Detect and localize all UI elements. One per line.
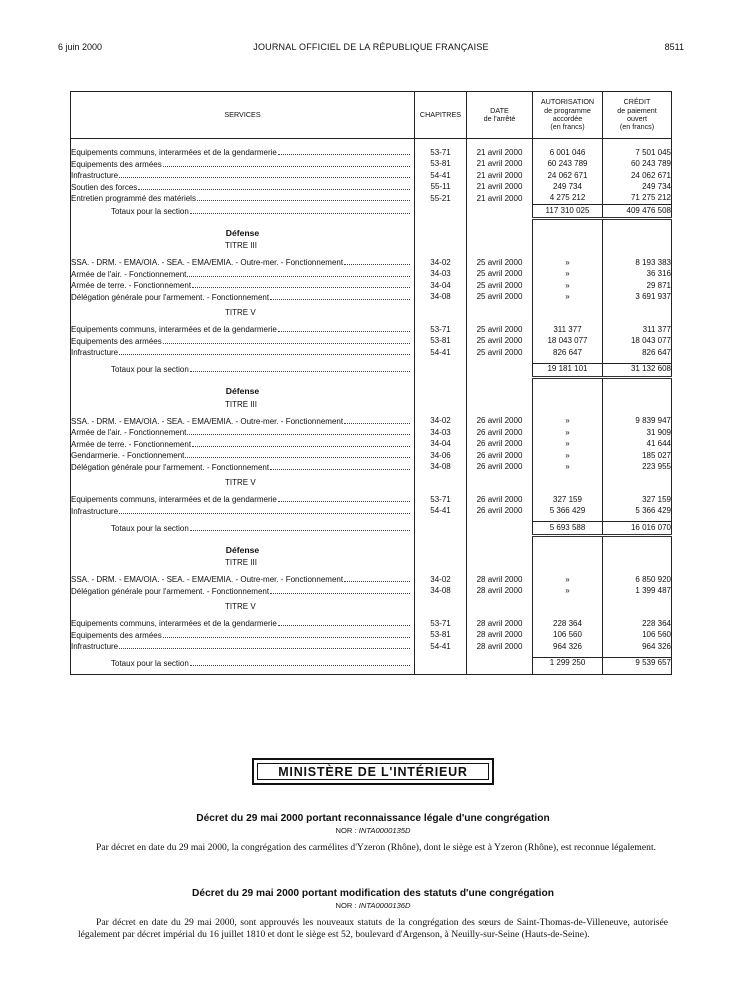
row-credit: 18 043 077 (603, 336, 672, 348)
row-date: 25 avril 2000 (467, 257, 533, 269)
row-credit: 1 399 487 (603, 586, 672, 598)
section-total-row: Totaux pour la section 5 693 588 16 016 070 (71, 522, 672, 536)
row-service: Equipements communs, interarmées et de la gendarmerie (71, 618, 415, 630)
section-heading: Défense (71, 385, 415, 399)
row-autorisation: » (533, 439, 603, 451)
row-chapitre: 34-04 (415, 280, 467, 292)
row-service: Infrastructure (71, 641, 415, 653)
row-date: 26 avril 2000 (467, 450, 533, 462)
header-chapitres: CHAPITRES (415, 92, 467, 139)
page-number: 8511 (664, 42, 684, 52)
row-credit: 60 243 789 (603, 159, 672, 171)
table-row (71, 159, 672, 171)
row-autorisation: 826 647 (533, 347, 603, 359)
row-chapitre: 34-04 (415, 439, 467, 451)
row-service: Entretien programmé des matériels (71, 193, 415, 205)
titre-heading: TITRE V (71, 307, 415, 320)
row-credit: 5 366 429 (603, 506, 672, 518)
row-autorisation: 60 243 789 (533, 159, 603, 171)
row-autorisation: » (533, 292, 603, 304)
row-credit: 311 377 (603, 324, 672, 336)
decree-nor: NOR : INTA0000136D (335, 901, 411, 910)
header-credit: CRÉDIT de paiement ouvert (en francs) (603, 92, 672, 139)
decree-text: Par décret en date du 29 mai 2000, la congrégation des carmélites d'Yzeron (Rhône), dont le siège est à Yzeron (Rhône), est reconnue légalement. (96, 842, 657, 853)
row-credit: 826 647 (603, 347, 672, 359)
row-autorisation: » (533, 574, 603, 586)
table-row (71, 586, 672, 598)
row-chapitre: 34-08 (415, 292, 467, 304)
titre-heading: TITRE III (71, 399, 415, 412)
table-row (71, 494, 672, 506)
table-row (71, 324, 672, 336)
row-autorisation: » (533, 269, 603, 281)
decree-text: Par décret en date du 29 mai 2000, sont approuvés les nouveaux statuts de la congrégation des sœurs de Saint-Thomas-de-Villeneuve, autorisée légalement par décret impérial du 16 juillet 1810 et dont le siège est 52, boulevard d'Argenson, à Neuilly-sur-Seine (Hauts-de-Seine). (78, 917, 668, 940)
decree-title: Décret du 29 mai 2000 portant reconnaissance légale d'une congrégation (196, 813, 550, 824)
row-service: Armée de terre. - Fonctionnement (71, 439, 415, 451)
table-row (71, 193, 672, 205)
row-date: 26 avril 2000 (467, 416, 533, 428)
row-autorisation: » (533, 280, 603, 292)
total-cp: 409 476 508 (603, 205, 672, 219)
table-row (71, 269, 672, 281)
row-chapitre: 34-02 (415, 574, 467, 586)
row-chapitre: 34-06 (415, 450, 467, 462)
row-date: 28 avril 2000 (467, 630, 533, 642)
credits-table (70, 91, 672, 675)
row-service: Soutien des forces (71, 182, 415, 194)
row-date: 28 avril 2000 (467, 641, 533, 653)
row-service: Gendarmerie. - Fonctionnement (71, 450, 415, 462)
row-autorisation: » (533, 462, 603, 474)
row-date: 28 avril 2000 (467, 574, 533, 586)
row-date: 21 avril 2000 (467, 170, 533, 182)
row-date: 28 avril 2000 (467, 586, 533, 598)
row-autorisation: 228 364 (533, 618, 603, 630)
row-date: 26 avril 2000 (467, 462, 533, 474)
row-credit: 6 850 920 (603, 574, 672, 586)
table-row (71, 618, 672, 630)
row-autorisation: » (533, 257, 603, 269)
row-autorisation: » (533, 450, 603, 462)
row-credit: 9 839 947 (603, 416, 672, 428)
table-header-row (71, 92, 672, 139)
row-service: Equipements communs, interarmées et de la gendarmerie (71, 147, 415, 159)
total-cp: 31 132 608 (603, 363, 672, 377)
row-date: 21 avril 2000 (467, 193, 533, 205)
row-autorisation: 24 062 671 (533, 170, 603, 182)
row-credit: 24 062 671 (603, 170, 672, 182)
row-date: 21 avril 2000 (467, 147, 533, 159)
row-service: Equipements des armées (71, 159, 415, 171)
table-row (71, 170, 672, 182)
row-autorisation: 18 043 077 (533, 336, 603, 348)
table-row (71, 347, 672, 359)
row-service: Délégation générale pour l'armement. - Fonctionnement (71, 292, 415, 304)
table-row (71, 280, 672, 292)
titre-heading: TITRE V (71, 601, 415, 614)
page-header (58, 42, 684, 56)
row-date: 26 avril 2000 (467, 427, 533, 439)
row-service: SSA. - DRM. - EMA/OIA. - SEA. - EMA/EMIA. - Outre-mer. - Fonctionnement (71, 257, 415, 269)
row-chapitre: 53-81 (415, 336, 467, 348)
header-autorisation: AUTORISATION de programme accordée (en francs) (533, 92, 603, 139)
section-heading: Défense (71, 543, 415, 557)
row-date: 28 avril 2000 (467, 618, 533, 630)
total-ap: 1 299 250 (533, 657, 603, 670)
row-autorisation: 327 159 (533, 494, 603, 506)
row-credit: 228 364 (603, 618, 672, 630)
row-service: SSA. - DRM. - EMA/OIA. - SEA. - EMA/EMIA. - Outre-mer. - Fonctionnement (71, 574, 415, 586)
row-chapitre: 34-02 (415, 416, 467, 428)
row-date: 25 avril 2000 (467, 292, 533, 304)
row-autorisation: 6 001 046 (533, 147, 603, 159)
section-total-row: Totaux pour la section 117 310 025 409 476 508 (71, 205, 672, 219)
header-services: SERVICES (71, 92, 415, 139)
row-chapitre: 53-71 (415, 494, 467, 506)
table-row (71, 427, 672, 439)
total-ap: 117 310 025 (533, 205, 603, 219)
total-cp: 9 539 657 (603, 657, 672, 670)
row-credit: 36 316 (603, 269, 672, 281)
row-chapitre: 53-81 (415, 630, 467, 642)
row-autorisation: » (533, 586, 603, 598)
table-row (71, 450, 672, 462)
row-chapitre: 34-08 (415, 462, 467, 474)
row-credit: 964 326 (603, 641, 672, 653)
section-total-row: Totaux pour la section 19 181 101 31 132 608 (71, 363, 672, 377)
row-chapitre: 34-08 (415, 586, 467, 598)
header-date: DATE de l'arrêté (467, 92, 533, 139)
row-service: Infrastructure (71, 170, 415, 182)
table-row (71, 506, 672, 518)
row-date: 25 avril 2000 (467, 269, 533, 281)
row-credit: 7 501 045 (603, 147, 672, 159)
row-autorisation: 4 275 212 (533, 193, 603, 205)
row-chapitre: 53-71 (415, 618, 467, 630)
section-total-row: Totaux pour la section 1 299 250 9 539 657 (71, 657, 672, 670)
row-credit: 249 734 (603, 182, 672, 194)
row-date: 25 avril 2000 (467, 347, 533, 359)
row-credit: 327 159 (603, 494, 672, 506)
row-autorisation: 311 377 (533, 324, 603, 336)
row-service: Délégation générale pour l'armement. - Fonctionnement (71, 586, 415, 598)
table-row (71, 182, 672, 194)
table-row (71, 147, 672, 159)
row-date: 21 avril 2000 (467, 159, 533, 171)
decree-2 (78, 888, 668, 940)
row-credit: 29 871 (603, 280, 672, 292)
table-row (71, 630, 672, 642)
row-autorisation: 249 734 (533, 182, 603, 194)
row-chapitre: 53-71 (415, 147, 467, 159)
row-credit: 106 560 (603, 630, 672, 642)
row-date: 26 avril 2000 (467, 439, 533, 451)
row-credit: 3 691 937 (603, 292, 672, 304)
row-date: 25 avril 2000 (467, 336, 533, 348)
row-chapitre: 34-02 (415, 257, 467, 269)
row-autorisation: 964 326 (533, 641, 603, 653)
table-row (71, 574, 672, 586)
table-row (71, 336, 672, 348)
row-autorisation: » (533, 416, 603, 428)
row-date: 26 avril 2000 (467, 506, 533, 518)
row-chapitre: 53-71 (415, 324, 467, 336)
row-service: Equipements des armées (71, 336, 415, 348)
journal-title: JOURNAL OFFICIEL DE LA RÉPUBLIQUE FRANÇAISE (253, 42, 489, 52)
row-autorisation: 106 560 (533, 630, 603, 642)
decree-nor: NOR : INTA0000135D (335, 826, 411, 835)
row-chapitre: 54-41 (415, 641, 467, 653)
titre-heading: TITRE III (71, 557, 415, 570)
issue-date: 6 juin 2000 (58, 42, 103, 52)
row-service: Armée de terre. - Fonctionnement (71, 280, 415, 292)
row-chapitre: 53-81 (415, 159, 467, 171)
row-credit: 71 275 212 (603, 193, 672, 205)
ministry-heading: MINISTÈRE DE L'INTÉRIEUR (278, 764, 468, 779)
row-chapitre: 54-41 (415, 170, 467, 182)
row-chapitre: 34-03 (415, 427, 467, 439)
total-ap: 5 693 588 (533, 522, 603, 536)
row-service: Armée de l'air. - Fonctionnement (71, 269, 415, 281)
row-service: Equipements communs, interarmées et de la gendarmerie (71, 494, 415, 506)
total-ap: 19 181 101 (533, 363, 603, 377)
table-row (71, 462, 672, 474)
row-credit: 223 955 (603, 462, 672, 474)
row-autorisation: » (533, 427, 603, 439)
row-service: Armée de l'air. - Fonctionnement (71, 427, 415, 439)
titre-heading: TITRE V (71, 477, 415, 490)
row-service: Equipements communs, interarmées et de la gendarmerie (71, 324, 415, 336)
row-chapitre: 54-41 (415, 506, 467, 518)
row-autorisation: 5 366 429 (533, 506, 603, 518)
section-heading: Défense (71, 226, 415, 240)
row-service: Infrastructure (71, 506, 415, 518)
total-cp: 16 016 070 (603, 522, 672, 536)
row-service: SSA. - DRM. - EMA/OIA. - SEA. - EMA/EMIA. - Outre-mer. - Fonctionnement (71, 416, 415, 428)
table-row (71, 292, 672, 304)
decree-1 (78, 813, 668, 854)
row-credit: 8 193 383 (603, 257, 672, 269)
row-date: 25 avril 2000 (467, 280, 533, 292)
ministry-heading-box (252, 758, 494, 785)
row-chapitre: 54-41 (415, 347, 467, 359)
row-credit: 31 909 (603, 427, 672, 439)
row-service: Infrastructure (71, 347, 415, 359)
titre-heading: TITRE III (71, 240, 415, 253)
row-date: 25 avril 2000 (467, 324, 533, 336)
row-chapitre: 55-21 (415, 193, 467, 205)
table-row (71, 257, 672, 269)
row-service: Equipements des armées (71, 630, 415, 642)
row-date: 26 avril 2000 (467, 494, 533, 506)
row-chapitre: 34-03 (415, 269, 467, 281)
row-credit: 41 644 (603, 439, 672, 451)
row-credit: 185 027 (603, 450, 672, 462)
table-row (71, 439, 672, 451)
row-chapitre: 55-11 (415, 182, 467, 194)
table-row (71, 416, 672, 428)
row-service: Délégation générale pour l'armement. - Fonctionnement (71, 462, 415, 474)
decree-title: Décret du 29 mai 2000 portant modification des statuts d'une congrégation (192, 888, 554, 899)
table-row (71, 641, 672, 653)
row-date: 21 avril 2000 (467, 182, 533, 194)
